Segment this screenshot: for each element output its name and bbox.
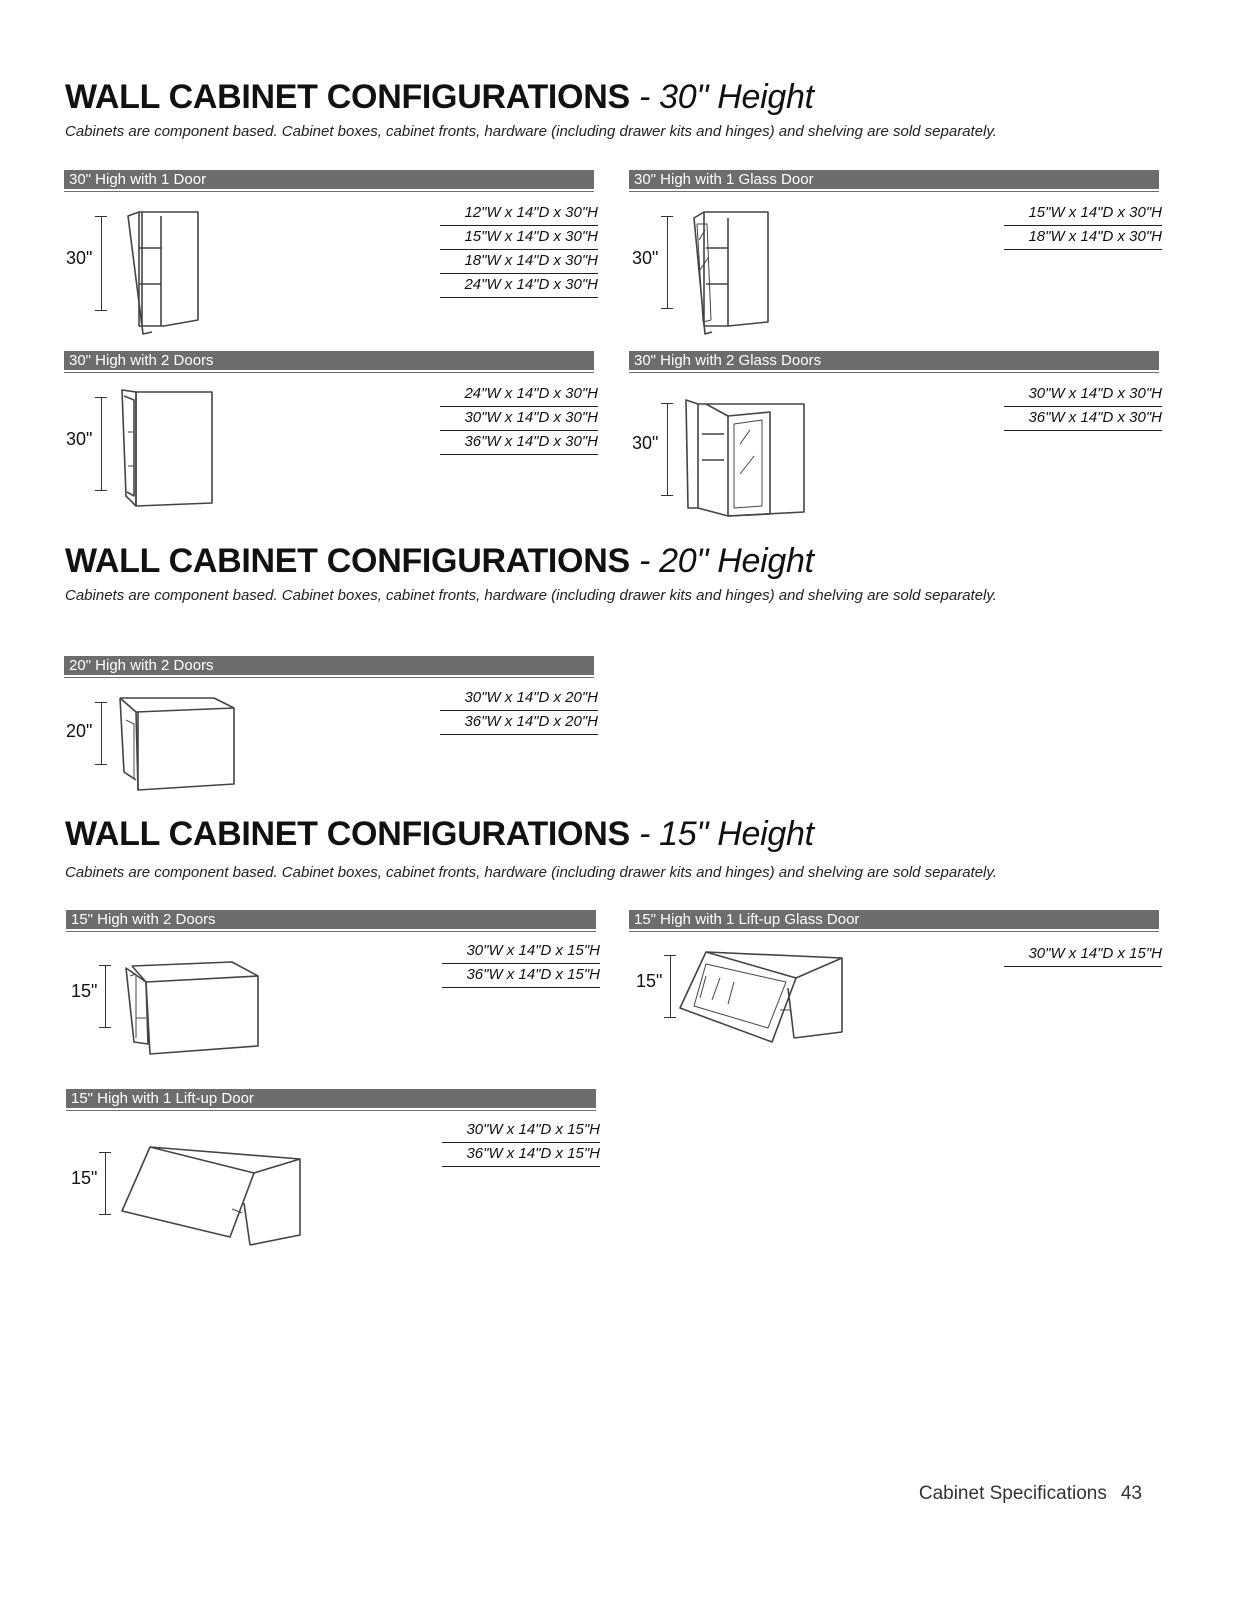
cabinet-1-glass-door-illustration (692, 210, 772, 335)
size-option: 30"W x 14"D x 15"H (442, 941, 600, 964)
size-option: 30"W x 14"D x 30"H (440, 408, 598, 431)
dimension-label: 15" (71, 981, 98, 1001)
dimension-label: 20" (66, 721, 93, 741)
size-option: 12"W x 14"D x 30"H (440, 203, 598, 226)
cabinet-15-2-doors-illustration (122, 960, 262, 1056)
size-option: 36"W x 14"D x 30"H (440, 432, 598, 455)
size-option: 30"W x 14"D x 20"H (440, 688, 598, 711)
category-bar-30-2-glass-doors: 30" High with 2 Glass Doors (629, 351, 1159, 370)
size-list (442, 941, 600, 989)
size-option: 30"W x 14"D x 30"H (1004, 384, 1162, 407)
category-bar-30-2-doors: 30" High with 2 Doors (64, 351, 594, 370)
dimension-label: 30" (66, 429, 93, 449)
size-option: 36"W x 14"D x 15"H (442, 1144, 600, 1167)
cabinet-2-glass-doors-illustration (684, 398, 810, 522)
category-bar-15-2-doors: 15" High with 2 Doors (66, 910, 596, 929)
cabinet-15-lift-up-door-illustration (120, 1143, 304, 1249)
section-subtitle-15: Cabinets are component based. Cabinet boxes, cabinet fronts, hardware (including drawer kits and hinges) and shelving are sold separately. (65, 864, 997, 881)
size-list (1004, 944, 1162, 968)
size-list (440, 688, 598, 736)
size-option: 15"W x 14"D x 30"H (440, 227, 598, 250)
cabinet-1-door-illustration (126, 210, 201, 335)
page-number: 43 (1120, 1483, 1142, 1504)
size-option: 24"W x 14"D x 30"H (440, 384, 598, 407)
category-bar-20-2-doors: 20" High with 2 Doors (64, 656, 594, 675)
size-option: 36"W x 14"D x 30"H (1004, 408, 1162, 431)
size-list (440, 384, 598, 456)
page-footer (919, 1483, 1142, 1505)
cabinet-20-2-doors-illustration (118, 696, 238, 794)
cabinet-15-lift-up-glass-door-illustration (678, 948, 846, 1050)
dimension-label: 15" (71, 1168, 98, 1188)
size-option: 18"W x 14"D x 30"H (440, 251, 598, 274)
footer-label: Cabinet Specifications (918, 1483, 1107, 1504)
size-option: 18"W x 14"D x 30"H (1004, 227, 1162, 250)
size-option: 30"W x 14"D x 15"H (1004, 944, 1162, 967)
size-list (1004, 203, 1162, 251)
dimension-label: 15" (636, 971, 663, 991)
cabinet-2-doors-illustration (120, 388, 216, 510)
section-title-30: WALL CABINET CONFIGURATIONS - 30" Height (65, 78, 814, 116)
section-title-20: WALL CABINET CONFIGURATIONS - 20" Height (65, 542, 814, 580)
category-bar-30-1-door: 30" High with 1 Door (64, 170, 594, 189)
category-bar-30-1-glass-door: 30" High with 1 Glass Door (629, 170, 1159, 189)
size-option: 30"W x 14"D x 15"H (442, 1120, 600, 1143)
size-option: 24"W x 14"D x 30"H (440, 275, 598, 298)
dimension-label: 30" (66, 248, 93, 268)
category-bar-15-lift-up-door: 15" High with 1 Lift-up Door (66, 1089, 596, 1108)
section-subtitle-20: Cabinets are component based. Cabinet boxes, cabinet fronts, hardware (including drawer kits and hinges) and shelving are sold separately. (65, 587, 997, 604)
size-list (1004, 384, 1162, 432)
category-bar-15-lift-up-glass-door: 15" High with 1 Lift-up Glass Door (629, 910, 1159, 929)
size-option: 36"W x 14"D x 15"H (442, 965, 600, 988)
size-option: 36"W x 14"D x 20"H (440, 712, 598, 735)
dimension-label: 30" (632, 248, 659, 268)
size-list (440, 203, 598, 299)
section-subtitle-30: Cabinets are component based. Cabinet boxes, cabinet fronts, hardware (including drawer kits and hinges) and shelving are sold separately. (65, 123, 997, 140)
size-list (442, 1120, 600, 1168)
size-option: 15"W x 14"D x 30"H (1004, 203, 1162, 226)
section-title-15: WALL CABINET CONFIGURATIONS - 15" Height (65, 815, 814, 853)
dimension-label: 30" (632, 433, 659, 453)
